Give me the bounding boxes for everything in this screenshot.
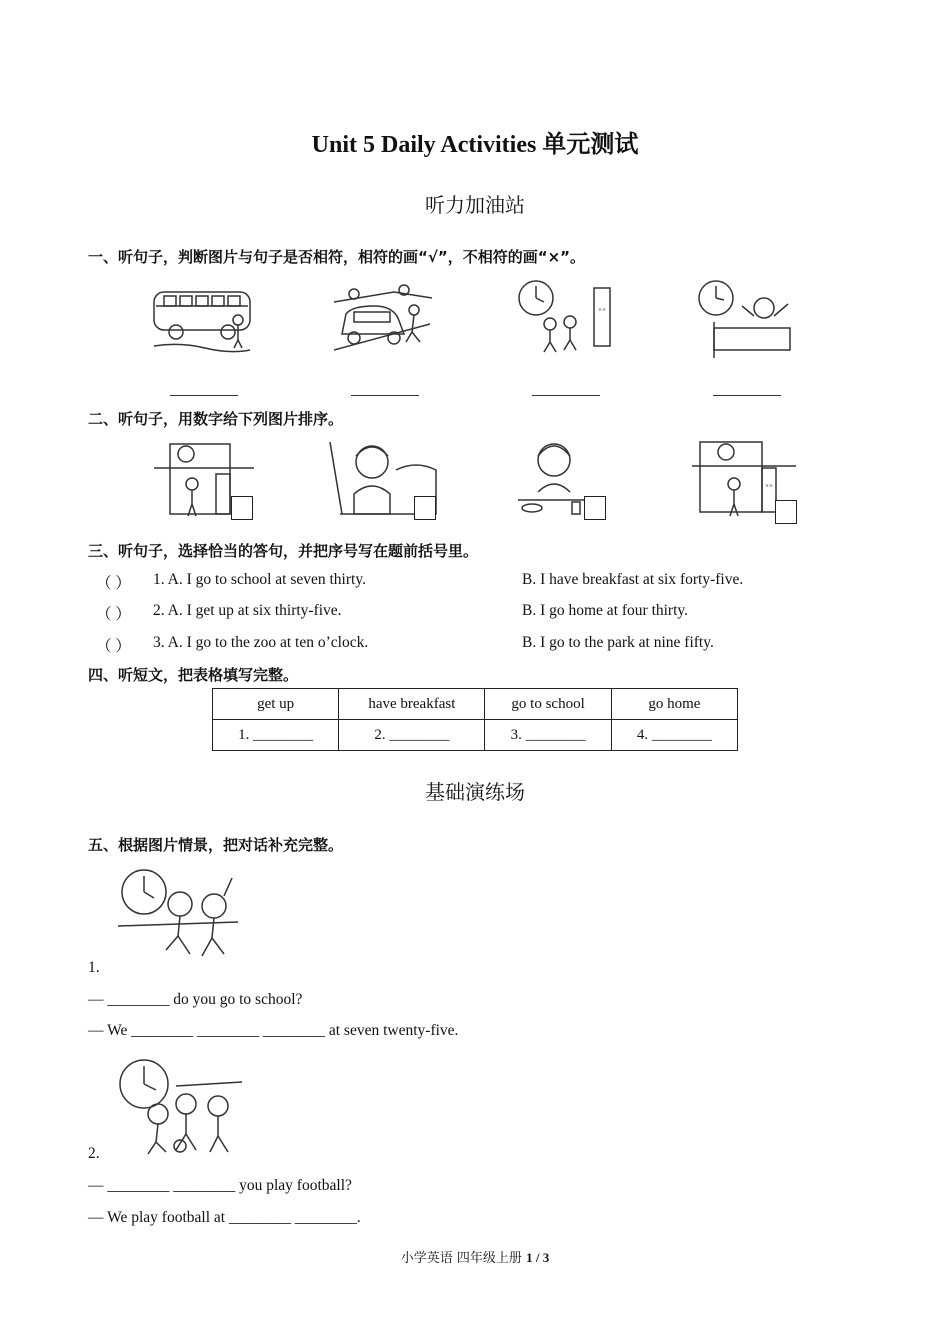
option-b: B. I go to the park at nine fifty. (522, 634, 714, 651)
dialogue-line[interactable]: — ________ do you go to school? (88, 991, 303, 1008)
section-title-basic: 基础演练场 (425, 780, 525, 804)
section-title-listening: 听力加油站 (425, 193, 525, 217)
table-answer-cell[interactable]: 2. ________ (339, 720, 485, 751)
answer-paren[interactable]: （ ） (96, 575, 131, 592)
order-box[interactable] (414, 496, 436, 520)
item-number: 1. (88, 959, 100, 976)
option-a: 3. A. I go to the zoo at ten o’clock. (153, 634, 369, 651)
order-box[interactable] (584, 496, 606, 520)
page-total: 3 (542, 1250, 550, 1265)
item-number: 2. (88, 1145, 100, 1162)
order-box[interactable] (775, 500, 797, 524)
question-2-heading: 二、听句子，用数字给下列图片排序。 (88, 410, 344, 428)
question-4-heading: 四、听短文，把表格填写完整。 (88, 666, 299, 684)
schedule-table (212, 688, 738, 751)
boy-waking-up-icon (694, 278, 798, 358)
option-b: B. I have breakfast at six forty-five. (522, 571, 744, 588)
table-answer-cell[interactable]: 3. ________ (485, 720, 611, 751)
answer-blank[interactable] (713, 395, 781, 396)
school-bus-icon (150, 284, 256, 358)
table-row (213, 720, 738, 751)
option-a: 1. A. I go to school at seven thirty. (153, 571, 366, 588)
question-3-heading: 三、听句子，选择恰当的答句，并把序号写在题前括号里。 (88, 542, 479, 560)
answer-blank[interactable] (532, 395, 600, 396)
question-1-heading: 一、听句子，判断图片与句子是否相符，相符的画“√”，不相符的画“×”。 (88, 248, 586, 266)
car-icon (334, 284, 434, 354)
dialogue-line[interactable]: — We play football at ________ ________. (88, 1209, 361, 1226)
page-title: Unit 5 Daily Activities 单元测试 (311, 132, 639, 158)
table-header-cell: go to school (485, 689, 611, 720)
answer-paren[interactable]: （ ） (96, 638, 131, 655)
page-footer (0, 1247, 950, 1266)
table-header-cell: get up (213, 689, 339, 720)
footer-text: 小学英语 四年级上册 (400, 1251, 527, 1266)
children-football-clock-icon (118, 1054, 244, 1156)
table-header-cell: go home (611, 689, 737, 720)
table-answer-cell[interactable]: 4. ________ (611, 720, 737, 751)
page-number: 1 (526, 1250, 533, 1265)
answer-blank[interactable] (170, 395, 238, 396)
table-answer-cell[interactable]: 1. ________ (213, 720, 339, 751)
table-header-cell: have breakfast (339, 689, 485, 720)
question-5-heading: 五、根据图片情景，把对话补充完整。 (88, 836, 344, 854)
answer-paren[interactable]: （ ） (96, 606, 131, 623)
table-header-row (213, 689, 738, 720)
option-b: B. I go home at four thirty. (522, 602, 689, 619)
svg-text:××: ×× (765, 482, 773, 490)
answer-blank[interactable] (351, 395, 419, 396)
children-walking-to-school-icon (516, 278, 616, 356)
dialogue-line[interactable]: — We ________ ________ ________ at seven twenty-five. (88, 1022, 459, 1039)
svg-text:××: ×× (598, 306, 606, 314)
option-a: 2. A. I get up at six thirty-five. (153, 602, 342, 619)
page-separator: / (532, 1250, 543, 1265)
order-box[interactable] (231, 496, 253, 520)
dialogue-line[interactable]: — ________ ________ you play football? (88, 1177, 352, 1194)
children-running-clock-icon (118, 866, 242, 962)
